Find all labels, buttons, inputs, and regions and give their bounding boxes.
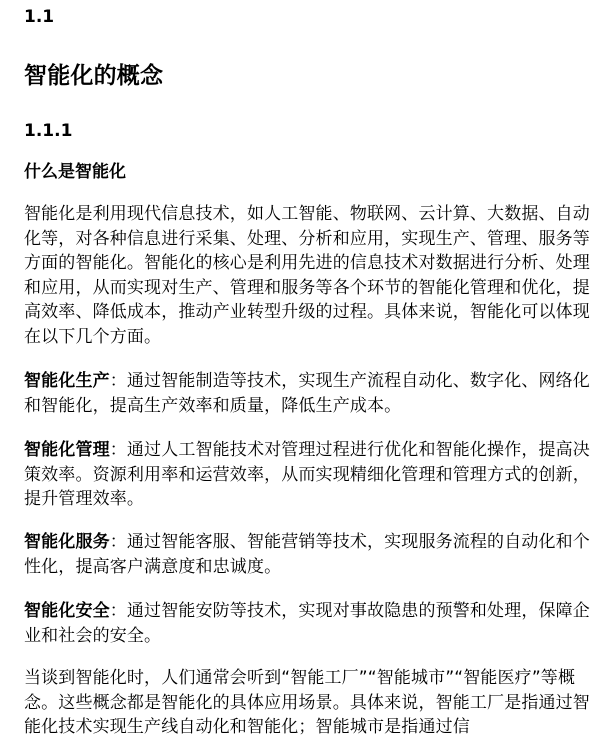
service-paragraph	[24, 530, 604, 579]
service-text: ：通过智能客服、智能营销等技术，实现服务流程的自动化和个性化，提高客户满意度和忠诚度。	[24, 532, 590, 577]
intro-paragraph: 智能化是利用现代信息技术，如人工智能、物联网、云计算、大数据、自动化等，对各种信息进行采集、处理、分析和应用，实现生产、管理、服务等方面的智能化。智能化的核心是利用先进的信息技术对数据进行分析、处理和应用，从而实现对生产、管理和服务等各个环节的智能化管理和优化，提高效率、降低成本，推动产业转型升级的过程。具体来说，智能化可以体现在以下几个方面。	[24, 204, 590, 347]
production-term: 智能化生产	[24, 371, 110, 391]
security-term: 智能化安全	[24, 601, 110, 621]
management-paragraph	[24, 438, 604, 512]
production-paragraph	[24, 369, 604, 418]
security-text: ：通过智能安防等技术，实现对事故隐患的预警和处理，保障企业和社会的安全。	[24, 601, 590, 646]
security-paragraph	[24, 599, 604, 648]
section-title: 智能化的概念	[24, 63, 164, 89]
subsection-number: 1.1.1	[24, 121, 73, 141]
closing-paragraph: 当谈到智能化时，人们通常会听到“智能工厂”“智能城市”“智能医疗”等概念。这些概念都是智能化的具体应用场景。具体来说，智能工厂是指通过智能化技术实现生产线自动化和智能化；智能城市是指通过信	[24, 668, 590, 737]
section-number: 1.1	[24, 7, 55, 27]
production-text: ：通过智能制造等技术，实现生产流程自动化、数字化、网络化和智能化，提高生产效率和质量，降低生产成本。	[24, 371, 590, 416]
subsection-title: 什么是智能化	[24, 162, 126, 182]
management-text: ：通过人工智能技术对管理过程进行优化和智能化操作，提高决策效率。资源利用率和运营效率，从而实现精细化管理和管理方式的创新，提升管理效率。	[24, 440, 590, 509]
service-term: 智能化服务	[24, 532, 110, 552]
management-term: 智能化管理	[24, 440, 110, 460]
